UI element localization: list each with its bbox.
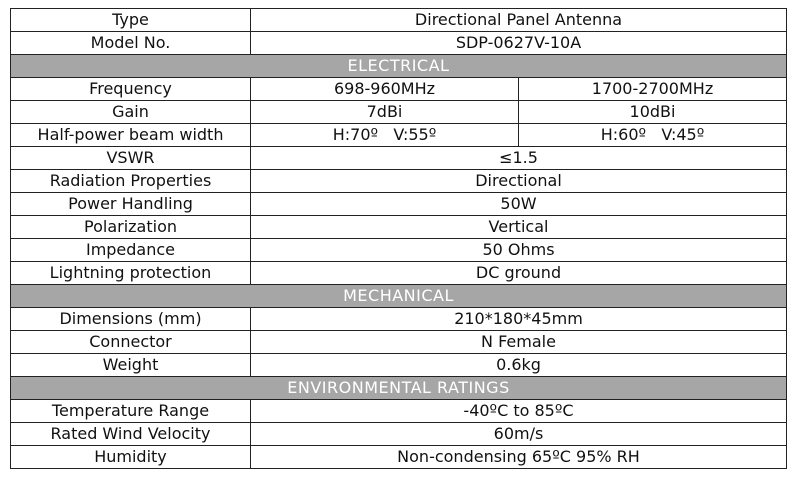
spec-row — [11, 216, 787, 239]
section-header-row — [11, 55, 787, 78]
spec-label: Humidity — [11, 446, 251, 469]
spec-sheet — [10, 8, 786, 469]
spec-label: Lightning protection — [11, 262, 251, 285]
spec-row — [11, 9, 787, 32]
spec-label: Gain — [11, 101, 251, 124]
spec-label: Temperature Range — [11, 400, 251, 423]
spec-value: Vertical — [251, 216, 787, 239]
spec-row — [11, 308, 787, 331]
spec-row — [11, 262, 787, 285]
spec-row — [11, 331, 787, 354]
spec-row — [11, 354, 787, 377]
spec-value: 50 Ohms — [251, 239, 787, 262]
spec-value-high-band: H:60º V:45º — [519, 124, 787, 147]
spec-value: DC ground — [251, 262, 787, 285]
spec-label: Half-power beam width — [11, 124, 251, 147]
spec-label: Connector — [11, 331, 251, 354]
spec-value: 210*180*45mm — [251, 308, 787, 331]
spec-value-low-band: 7dBi — [251, 101, 519, 124]
spec-label: Frequency — [11, 78, 251, 101]
spec-row — [11, 170, 787, 193]
spec-row — [11, 400, 787, 423]
spec-value: Directional Panel Antenna — [251, 9, 787, 32]
spec-value: ≤1.5 — [251, 147, 787, 170]
spec-value-low-band: 698-960MHz — [251, 78, 519, 101]
spec-row — [11, 446, 787, 469]
spec-row — [11, 124, 787, 147]
spec-value: 60m/s — [251, 423, 787, 446]
spec-value-high-band: 1700-2700MHz — [519, 78, 787, 101]
spec-row — [11, 101, 787, 124]
spec-label: Radiation Properties — [11, 170, 251, 193]
spec-label: VSWR — [11, 147, 251, 170]
spec-label: Impedance — [11, 239, 251, 262]
section-header: ELECTRICAL — [11, 55, 787, 78]
spec-table — [10, 8, 787, 469]
spec-row — [11, 423, 787, 446]
spec-value: N Female — [251, 331, 787, 354]
section-header: ENVIRONMENTAL RATINGS — [11, 377, 787, 400]
section-header-row — [11, 377, 787, 400]
spec-value-high-band: 10dBi — [519, 101, 787, 124]
spec-value: Non-condensing 65ºC 95% RH — [251, 446, 787, 469]
spec-row — [11, 78, 787, 101]
spec-label: Rated Wind Velocity — [11, 423, 251, 446]
spec-value-low-band: H:70º V:55º — [251, 124, 519, 147]
spec-row — [11, 239, 787, 262]
spec-row — [11, 32, 787, 55]
spec-row — [11, 147, 787, 170]
section-header-row — [11, 285, 787, 308]
spec-label: Type — [11, 9, 251, 32]
spec-value: Directional — [251, 170, 787, 193]
spec-label: Polarization — [11, 216, 251, 239]
spec-label: Dimensions (mm) — [11, 308, 251, 331]
spec-value: 0.6kg — [251, 354, 787, 377]
spec-label: Model No. — [11, 32, 251, 55]
spec-row — [11, 193, 787, 216]
spec-value: -40ºC to 85ºC — [251, 400, 787, 423]
spec-value: 50W — [251, 193, 787, 216]
section-header: MECHANICAL — [11, 285, 787, 308]
spec-value: SDP-0627V-10A — [251, 32, 787, 55]
spec-label: Power Handling — [11, 193, 251, 216]
spec-label: Weight — [11, 354, 251, 377]
